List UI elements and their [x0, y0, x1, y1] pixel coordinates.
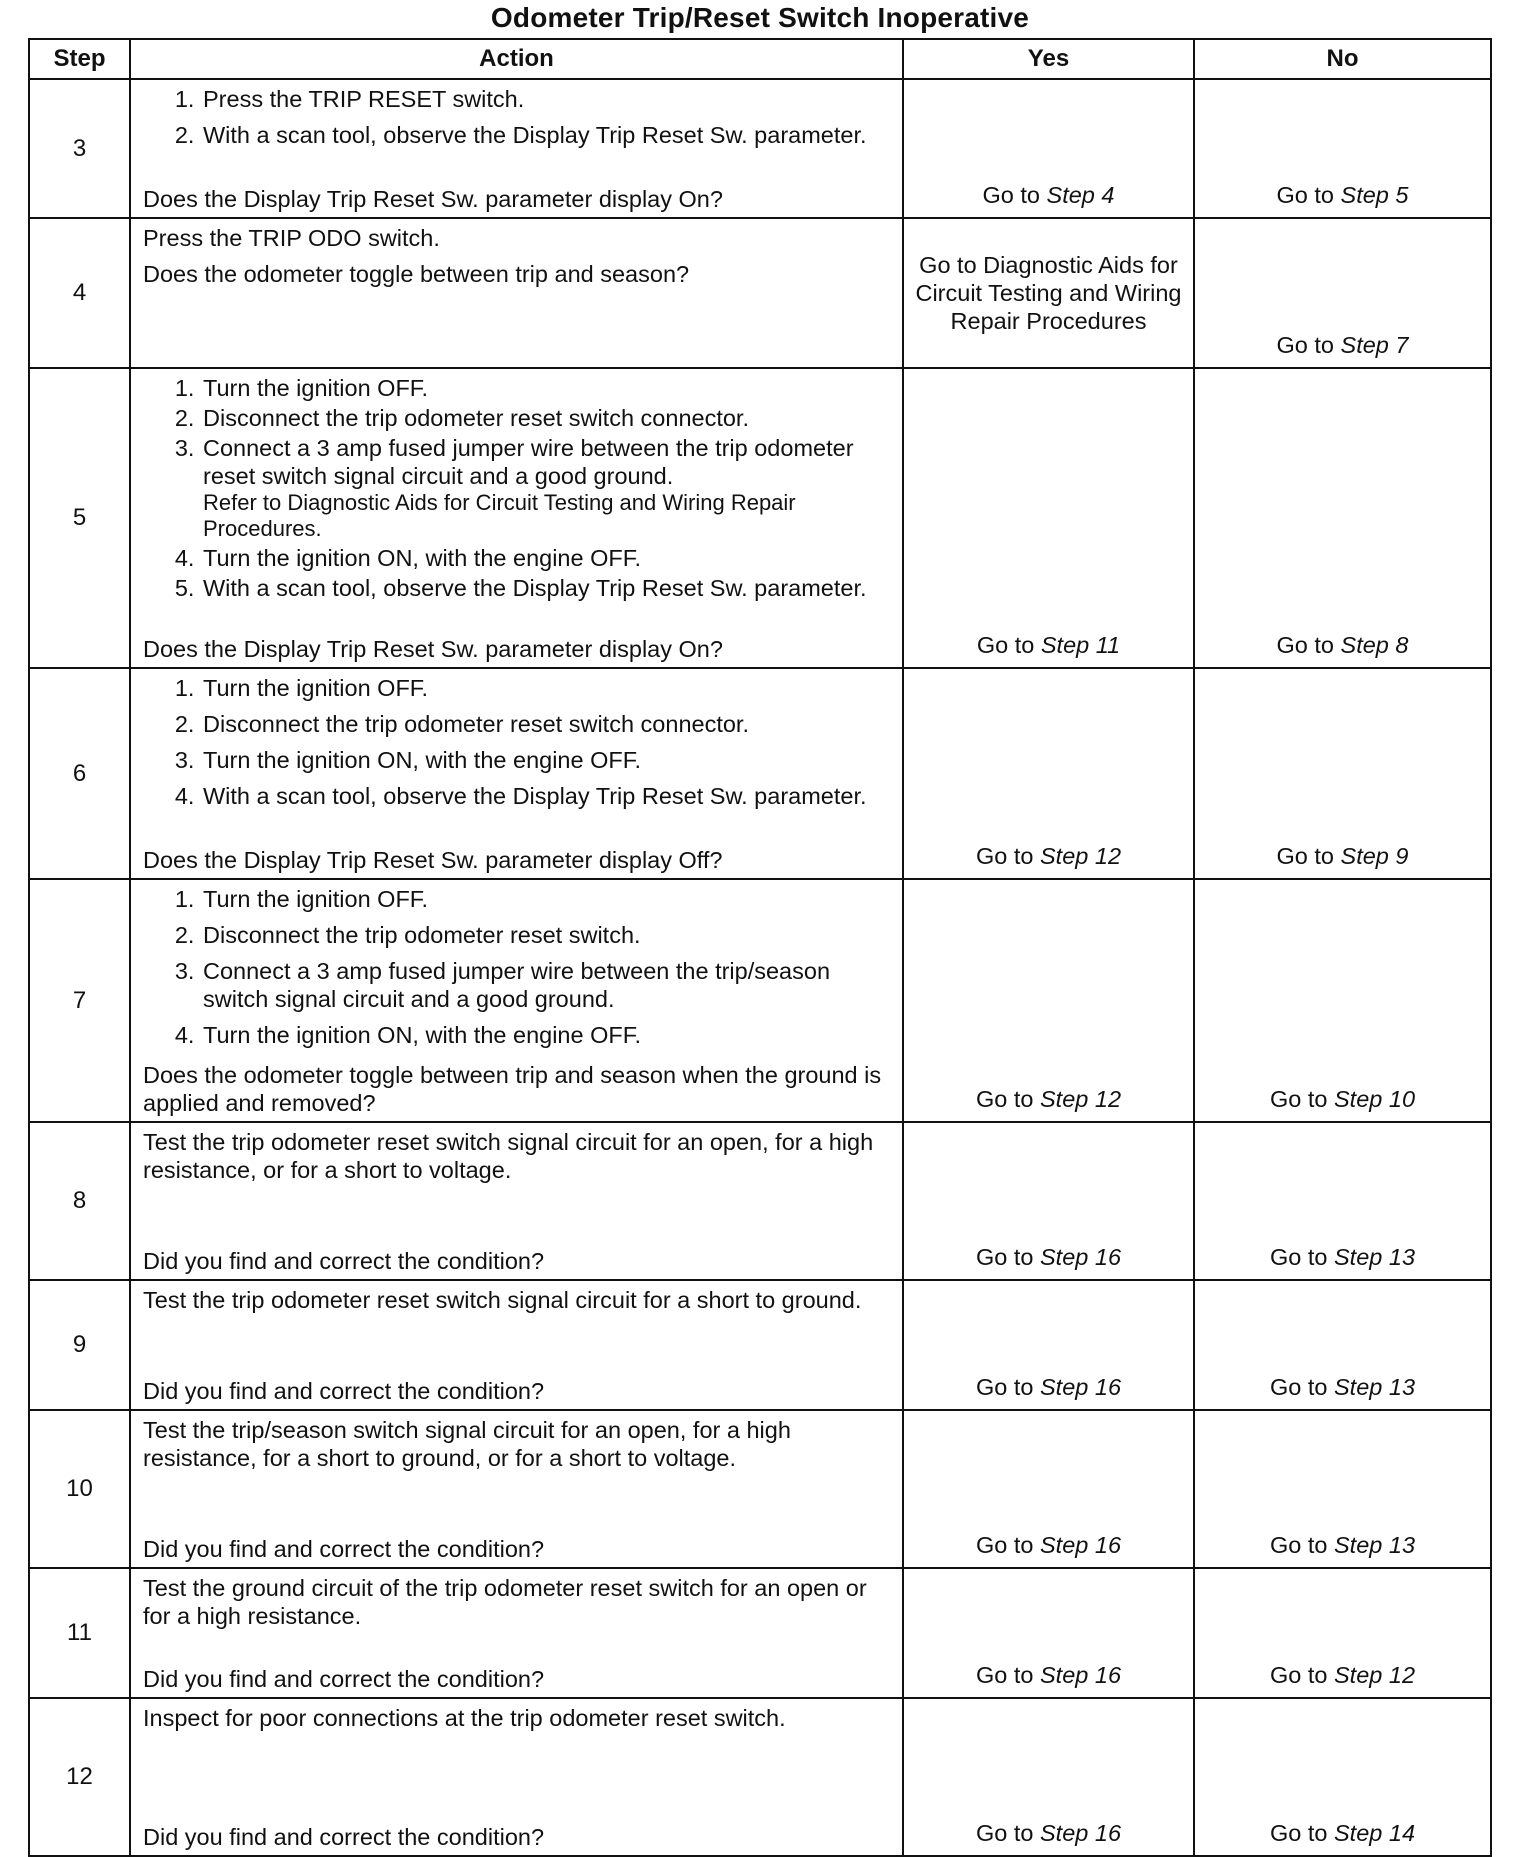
- yes-cell: [903, 79, 1194, 218]
- action-step: 4. With a scan tool, observe the Display Trip Reset Sw. parameter.: [201, 782, 892, 810]
- yes-cell: [903, 1410, 1194, 1568]
- action-question: Does the Display Trip Reset Sw. parameter display On?: [143, 636, 723, 662]
- no-step-link[interactable]: Step 12: [1334, 1662, 1416, 1688]
- action-step: 3. Connect a 3 amp fused jumper wire between the trip/season switch signal circuit and a good ground.: [201, 957, 892, 1013]
- table-row: [29, 1698, 1491, 1856]
- header-no: No: [1194, 39, 1491, 79]
- yes-cell: [903, 1698, 1194, 1856]
- action-instruction: Test the trip odometer reset switch signal circuit for a short to ground.: [143, 1287, 862, 1313]
- yes-step-link[interactable]: Step 12: [1040, 1086, 1122, 1112]
- goto-text: Go to: [1269, 1086, 1328, 1112]
- table-row: [29, 79, 1491, 218]
- goto-text: Go to: [1269, 1820, 1328, 1846]
- table-row: [29, 668, 1491, 879]
- yes-cell: [903, 1568, 1194, 1698]
- step-number: 12: [29, 1698, 130, 1856]
- yes-cell: [903, 668, 1194, 879]
- action-step: 4. Turn the ignition ON, with the engine OFF.: [201, 1021, 892, 1049]
- action-step: 1. Turn the ignition OFF.: [201, 374, 892, 402]
- action-cell: [130, 218, 903, 368]
- no-step-link[interactable]: Step 13: [1334, 1244, 1416, 1270]
- yes-note-link[interactable]: Go to Diagnostic Aids for Circuit Testing and Wiring Repair Procedures: [915, 252, 1182, 334]
- action-steps: [143, 674, 892, 818]
- goto-text: Go to: [976, 632, 1035, 658]
- header-step: Step: [29, 39, 130, 79]
- yes-cell: [903, 1280, 1194, 1410]
- no-cell: [1194, 668, 1491, 879]
- no-cell: [1194, 79, 1491, 218]
- yes-step-link[interactable]: Step 16: [1040, 1532, 1122, 1558]
- action-step: 5. With a scan tool, observe the Display Trip Reset Sw. parameter.: [201, 574, 892, 602]
- table-row: [29, 1410, 1491, 1568]
- goto-text: Go to: [975, 1244, 1034, 1270]
- action-step: 4. Turn the ignition ON, with the engine OFF.: [201, 544, 892, 572]
- step-number: 9: [29, 1280, 130, 1410]
- step-number: 6: [29, 668, 130, 879]
- yes-step-link[interactable]: Step 11: [1040, 632, 1121, 658]
- action-step: 2. With a scan tool, observe the Display Trip Reset Sw. parameter.: [201, 121, 892, 149]
- action-cell: [130, 1410, 903, 1568]
- step-number: 5: [29, 368, 130, 668]
- header-action: Action: [130, 39, 903, 79]
- action-question: Does the odometer toggle between trip and season?: [143, 261, 690, 287]
- table-row: [29, 879, 1491, 1122]
- no-step-link[interactable]: Step 13: [1334, 1532, 1416, 1558]
- no-cell: [1194, 1410, 1491, 1568]
- yes-cell: [903, 218, 1194, 368]
- yes-step-link[interactable]: Step 16: [1040, 1244, 1122, 1270]
- action-step: 1. Turn the ignition OFF.: [201, 674, 892, 702]
- action-cell: [130, 879, 903, 1122]
- action-instruction: Test the trip/season switch signal circuit for an open, for a high resistance, for a short to ground, or for a short to voltage.: [143, 1417, 791, 1471]
- table-row: [29, 368, 1491, 668]
- goto-text: Go to: [1269, 1244, 1328, 1270]
- yes-cell: [903, 1122, 1194, 1280]
- goto-text: Go to: [1276, 182, 1334, 208]
- step-number: 4: [29, 218, 130, 368]
- goto-text: Go to: [975, 1532, 1034, 1558]
- table-row: [29, 1122, 1491, 1280]
- step-number: 3: [29, 79, 130, 218]
- action-question: Did you find and correct the condition?: [143, 1666, 545, 1692]
- action-steps: [143, 885, 892, 1057]
- action-cell: [130, 1122, 903, 1280]
- no-step-link[interactable]: Step 13: [1334, 1374, 1416, 1400]
- no-cell: [1194, 218, 1491, 368]
- no-step-link[interactable]: Step 8: [1340, 632, 1409, 658]
- yes-cell: [903, 879, 1194, 1122]
- no-cell: [1194, 1122, 1491, 1280]
- action-step: 1. Press the TRIP RESET switch.: [201, 85, 892, 113]
- action-steps: [143, 374, 892, 604]
- goto-text: Go to: [1276, 632, 1334, 658]
- yes-step-link[interactable]: Step 16: [1040, 1374, 1122, 1400]
- yes-step-link[interactable]: Step 16: [1040, 1662, 1122, 1688]
- goto-text: Go to: [1276, 332, 1334, 358]
- action-step: 2. Disconnect the trip odometer reset switch.: [201, 921, 892, 949]
- no-step-link[interactable]: Step 14: [1334, 1820, 1416, 1846]
- action-question: Did you find and correct the condition?: [143, 1824, 545, 1850]
- action-instruction: Test the trip odometer reset switch signal circuit for an open, for a high resistance, or for a short to voltage.: [143, 1129, 874, 1183]
- action-cell: [130, 79, 903, 218]
- goto-text: Go to: [975, 843, 1034, 869]
- yes-step-link[interactable]: Step 12: [1040, 843, 1122, 869]
- goto-text: Go to: [1276, 843, 1334, 869]
- action-step: 2. Disconnect the trip odometer reset switch connector.: [201, 404, 892, 432]
- table-row: [29, 1280, 1491, 1410]
- action-cell: [130, 1698, 903, 1856]
- step-number: 11: [29, 1568, 130, 1698]
- goto-text: Go to: [975, 1820, 1034, 1846]
- action-instruction: Press the TRIP ODO switch.: [143, 225, 440, 251]
- no-step-link[interactable]: Step 9: [1340, 843, 1409, 869]
- action-instruction: Inspect for poor connections at the trip odometer reset switch.: [143, 1705, 786, 1731]
- action-question: Did you find and correct the condition?: [143, 1536, 545, 1562]
- goto-text: Go to: [1269, 1532, 1328, 1558]
- action-cell: [130, 668, 903, 879]
- table-row: [29, 1568, 1491, 1698]
- action-cell: [130, 368, 903, 668]
- action-step: [201, 434, 892, 542]
- goto-text: Go to: [1269, 1374, 1328, 1400]
- header-yes: Yes: [903, 39, 1194, 79]
- table-row: [29, 218, 1491, 368]
- yes-cell: [903, 368, 1194, 668]
- action-instruction: Test the ground circuit of the trip odometer reset switch for an open or for a high resistance.: [143, 1575, 867, 1629]
- action-steps: [143, 85, 892, 157]
- goto-text: Go to: [975, 1662, 1034, 1688]
- no-cell: [1194, 879, 1491, 1122]
- no-cell: [1194, 1280, 1491, 1410]
- step-number: 7: [29, 879, 130, 1122]
- action-step: 1. Turn the ignition OFF.: [201, 885, 892, 913]
- action-question: Did you find and correct the condition?: [143, 1378, 545, 1404]
- step-number: 8: [29, 1122, 130, 1280]
- no-cell: [1194, 1568, 1491, 1698]
- action-cell: [130, 1280, 903, 1410]
- no-step-link[interactable]: Step 10: [1334, 1086, 1416, 1112]
- page-title: Odometer Trip/Reset Switch Inoperative: [490, 2, 1030, 33]
- table-header-row: [29, 39, 1491, 79]
- yes-step-link[interactable]: Step 16: [1040, 1820, 1122, 1846]
- action-cell: [130, 1568, 903, 1698]
- action-question: Did you find and correct the condition?: [143, 1248, 545, 1274]
- goto-text: Go to: [1269, 1662, 1328, 1688]
- reference-note: Refer to Diagnostic Aids for Circuit Testing and Wiring Repair Procedures.: [203, 490, 796, 541]
- action-question: Does the Display Trip Reset Sw. parameter display Off?: [143, 847, 723, 873]
- no-cell: [1194, 1698, 1491, 1856]
- goto-text: Go to: [975, 1086, 1034, 1112]
- no-step-link[interactable]: Step 5: [1340, 182, 1409, 208]
- action-step: 2. Disconnect the trip odometer reset switch connector.: [201, 710, 892, 738]
- action-question: Does the Display Trip Reset Sw. parameter display On?: [143, 186, 723, 212]
- no-step-link[interactable]: Step 7: [1340, 332, 1409, 358]
- yes-step-link[interactable]: Step 4: [1046, 182, 1115, 208]
- diagnostic-table: [28, 38, 1492, 1857]
- step-number: 10: [29, 1410, 130, 1568]
- action-question: Does the odometer toggle between trip and season when the ground is applied and removed?: [143, 1062, 882, 1116]
- goto-text: Go to: [982, 182, 1040, 208]
- no-cell: [1194, 368, 1491, 668]
- goto-text: Go to: [975, 1374, 1034, 1400]
- action-step-text: Connect a 3 amp fused jumper wire between the trip odometer reset switch signal circuit and a good ground.: [203, 435, 854, 489]
- action-step: 3. Turn the ignition ON, with the engine OFF.: [201, 746, 892, 774]
